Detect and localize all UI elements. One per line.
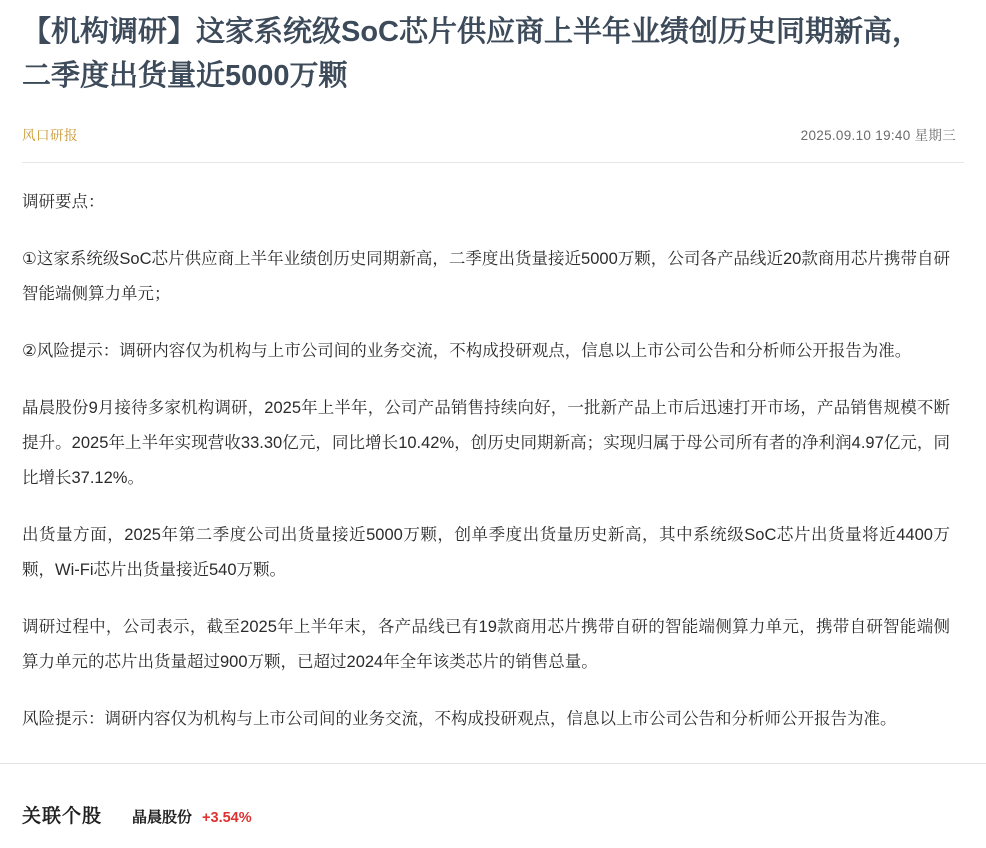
related-stocks-label: 关联个股 <box>22 806 103 827</box>
paragraph-research-process: 调研过程中，公司表示，截至2025年上半年末，各产品线已有19款商用芯片携带自研的智能端侧算力单元，携带自研智能端侧算力单元的芯片出货量超过900万颗，已超过2024年全年该类芯片的销售总量。 <box>22 618 950 671</box>
related-stock-change: +3.54% <box>202 810 252 826</box>
article-datetime: 2025.09.10 19:40 星期三 <box>800 128 956 143</box>
related-stocks-section <box>22 801 964 828</box>
paragraph-point-1: ①这家系统级SoC芯片供应商上半年业绩创历史同期新高，二季度出货量接近5000万颗，公司各产品线近20款商用芯片携带自研智能端侧算力单元； <box>22 250 950 303</box>
paragraph-shipments: 出货量方面，2025年第二季度公司出货量接近5000万颗，创单季度出货量历史新高，其中系统级SoC芯片出货量将近4400万颗，Wi-Fi芯片出货量接近540万颗。 <box>22 526 950 579</box>
related-stock-item[interactable] <box>132 806 252 827</box>
related-stock-name[interactable]: 晶晨股份 <box>132 809 193 826</box>
article-meta <box>22 124 964 144</box>
header-divider <box>22 162 964 163</box>
article-source[interactable]: 风口研报 <box>22 128 78 143</box>
article-body <box>22 185 964 737</box>
paragraph-risk-notice: 风险提示：调研内容仅为机构与上市公司间的业务交流，不构成投研观点，信息以上市公司公告和分析师公开报告为准。 <box>22 710 897 728</box>
paragraph-summary-heading: 调研要点： <box>22 193 105 211</box>
footer-divider <box>0 763 986 764</box>
page-title: 【机构调研】这家系统级SoC芯片供应商上半年业绩创历史同期新高，二季度出货量近5000万颗 <box>22 16 922 92</box>
paragraph-financials: 晶晨股份9月接待多家机构调研，2025年上半年，公司产品销售持续向好，一批新产品上市后迅速打开市场，产品销售规模不断提升。2025年上半年实现营收33.30亿元，同比增长10.42%，创历史同期新高；实现归属于母公司所有者的净利润4.97亿元，同比增长37.12%。 <box>22 399 950 487</box>
paragraph-point-2: ②风险提示：调研内容仅为机构与上市公司间的业务交流，不构成投研观点，信息以上市公司公告和分析师公开报告为准。 <box>22 342 912 360</box>
